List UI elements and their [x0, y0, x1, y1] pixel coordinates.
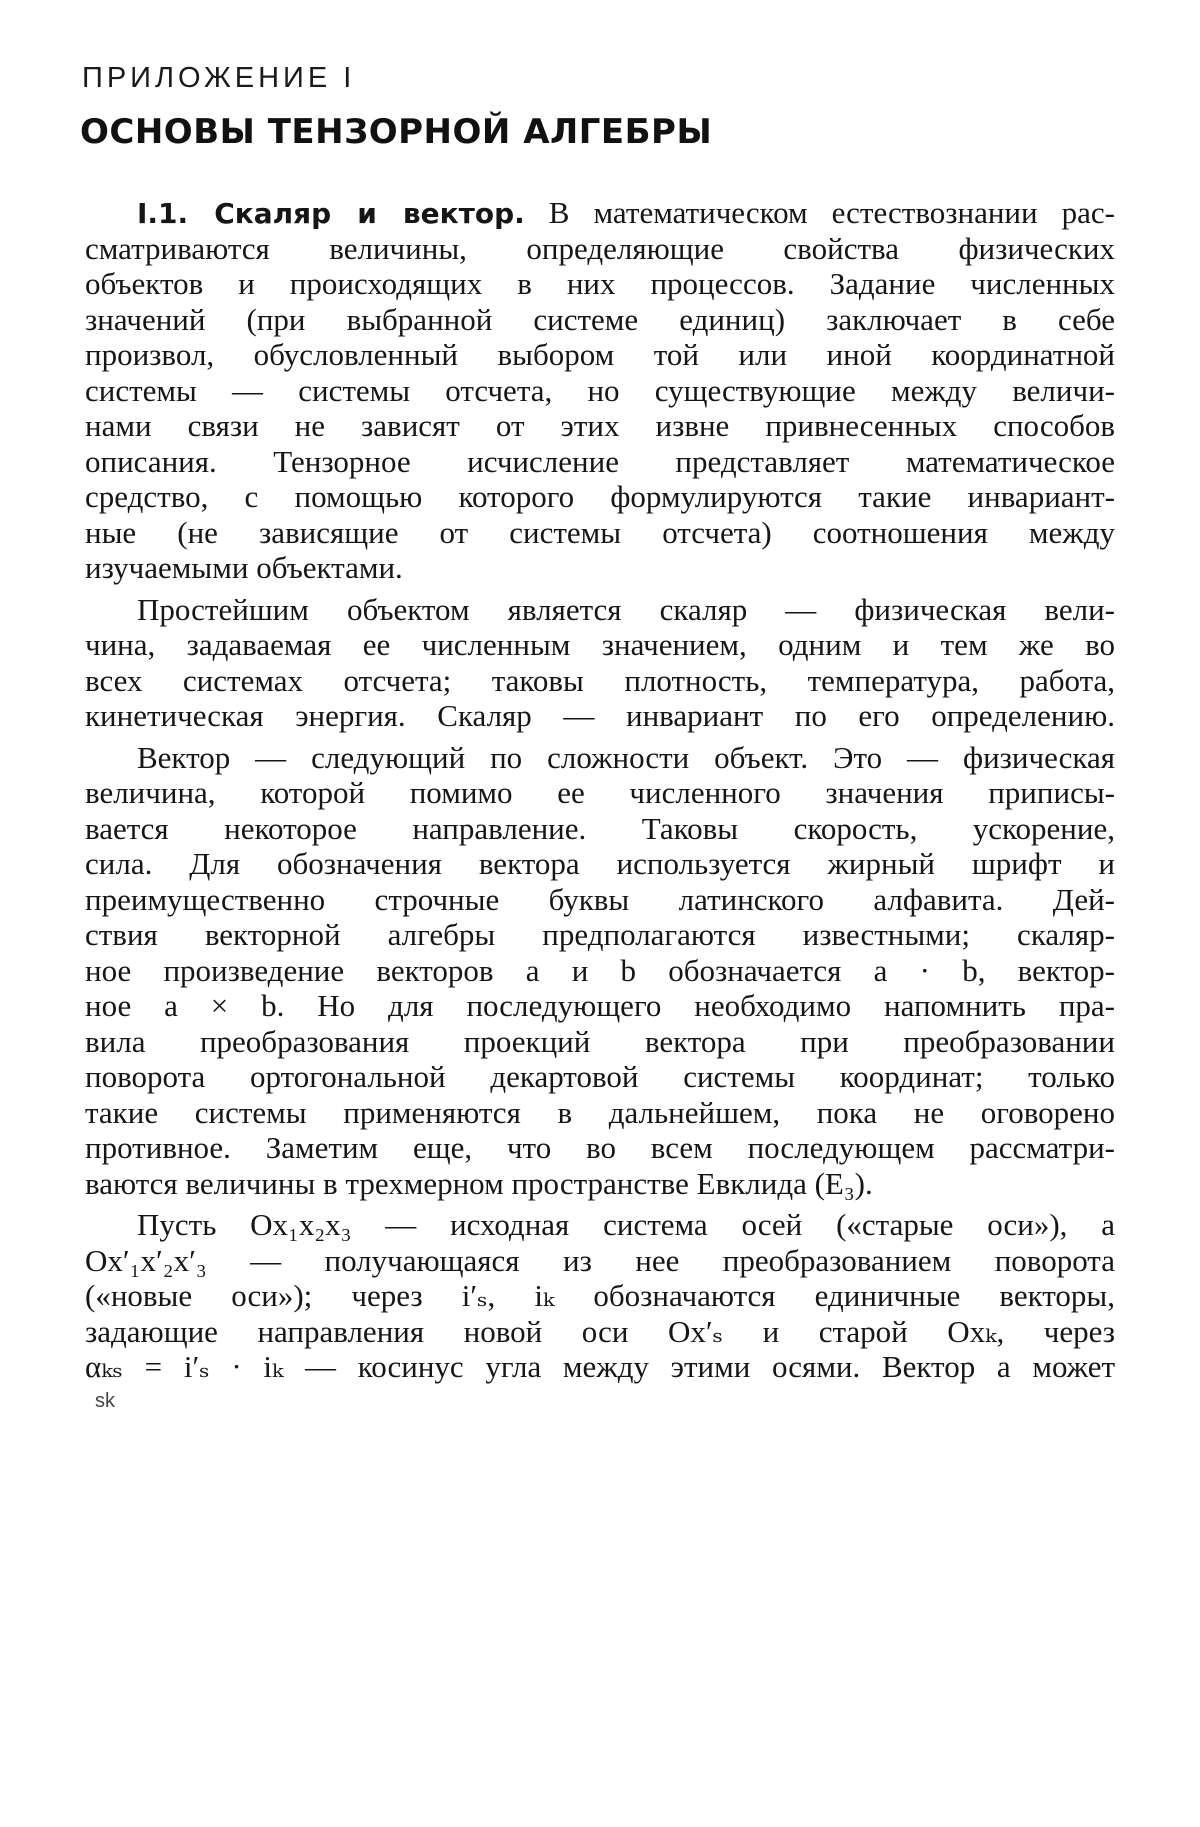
text-line: («новые оси»); через i′ₛ, iₖ обозначаются единичные векторы, — [85, 1278, 1115, 1313]
paragraph-1 — [85, 195, 1115, 586]
paragraph-4 — [85, 1207, 1115, 1385]
text-line: описания. Тензорное исчисление представляет математическое — [85, 443, 1115, 479]
text-line: чина, задаваемая ее численным значением, одним и тем же во — [85, 627, 1115, 662]
text-line: системы — системы отсчета, но существующие между величи- — [85, 372, 1115, 408]
text-line: ное произведение векторов a и b обозначается a · b, вектор- — [85, 952, 1115, 988]
body-text — [85, 195, 1115, 1385]
text-line: всех системах отсчета; таковы плотность, температура, работа, — [85, 662, 1115, 698]
text-line: задающие направления новой оси Ox′ₛ и старой Oxₖ, через — [85, 1313, 1115, 1349]
text-line: кинетическая энергия. Скаляр — инвариант по его определению. — [85, 698, 1115, 733]
text-line: поворота ортогональной декартовой системы координат; только — [85, 1059, 1115, 1094]
text-line: такие системы применяются в дальнейшем, пока не оговорено — [85, 1094, 1115, 1130]
text-line: ное a × b. Но для последующего необходимо напомнить пра- — [85, 988, 1115, 1023]
text-line: нами связи не зависят от этих извне привнесенных способов — [85, 408, 1115, 443]
section-heading: I.1. Скаляр и вектор. — [137, 197, 525, 230]
text-line: значений (при выбранной системе единиц) заключает в себе — [85, 301, 1115, 337]
text-line: Вектор — следующий по сложности объект. Это — физическая — [137, 739, 1115, 775]
text-line: αₖₛ = i′ₛ · iₖ — косинус угла между этими осями. Вектор a может — [85, 1349, 1115, 1384]
text-line: средство, с помощью которого формулируются такие инвариант- — [85, 479, 1115, 514]
text-line: Ox′₁x′₂x′₃ — получающаяся из нее преобразованием поворота — [85, 1242, 1115, 1278]
text-line: преимущественно строчные буквы латинского алфавита. Дей- — [85, 881, 1115, 917]
paragraph-3 — [85, 740, 1115, 1202]
text-line: объектов и происходящих в них процессов. Задание численных — [85, 266, 1115, 301]
text-line: сила. Для обозначения вектора используется жирный шрифт и — [85, 846, 1115, 881]
text-line: I.1. Скаляр и вектор. В математическом естествознании рас- — [137, 195, 1115, 230]
text-line: противное. Заметим еще, что во всем последующем рассматри- — [85, 1130, 1115, 1165]
text-line: ные (не зависящие от системы отсчета) соотношения между — [85, 514, 1115, 550]
text-line: вается некоторое направление. Таковы скорость, ускорение, — [85, 810, 1115, 846]
chapter-title: ОСНОВЫ ТЕНЗОРНОЙ АЛГЕБРЫ — [80, 112, 713, 152]
text-line: ствия векторной алгебры предполагаются известными; скаляр- — [85, 917, 1115, 952]
text-line: ваются величины в трехмерном пространстве Евклида (E₃). — [85, 1165, 873, 1201]
text-line: сматриваются величины, определяющие свойства физических — [85, 230, 1115, 266]
text-line: вила преобразования проекций вектора при преобразовании — [85, 1023, 1115, 1059]
text-line: произвол, обусловленный выбором той или иной координатной — [85, 337, 1115, 372]
text-line: Простейшим объектом является скаляр — физическая вели- — [137, 591, 1115, 627]
text-line: Пусть Ox₁x₂x₃ — исходная система осей («старые оси»), а — [137, 1207, 1115, 1242]
text-line: изучаемыми объектами. — [85, 550, 403, 585]
paragraph-2 — [85, 592, 1115, 734]
appendix-label: ПРИЛОЖЕНИЕ I — [82, 62, 356, 94]
text-line: величина, которой помимо ее численного значения приписы- — [85, 775, 1115, 810]
margin-note: sk — [95, 1390, 115, 1412]
